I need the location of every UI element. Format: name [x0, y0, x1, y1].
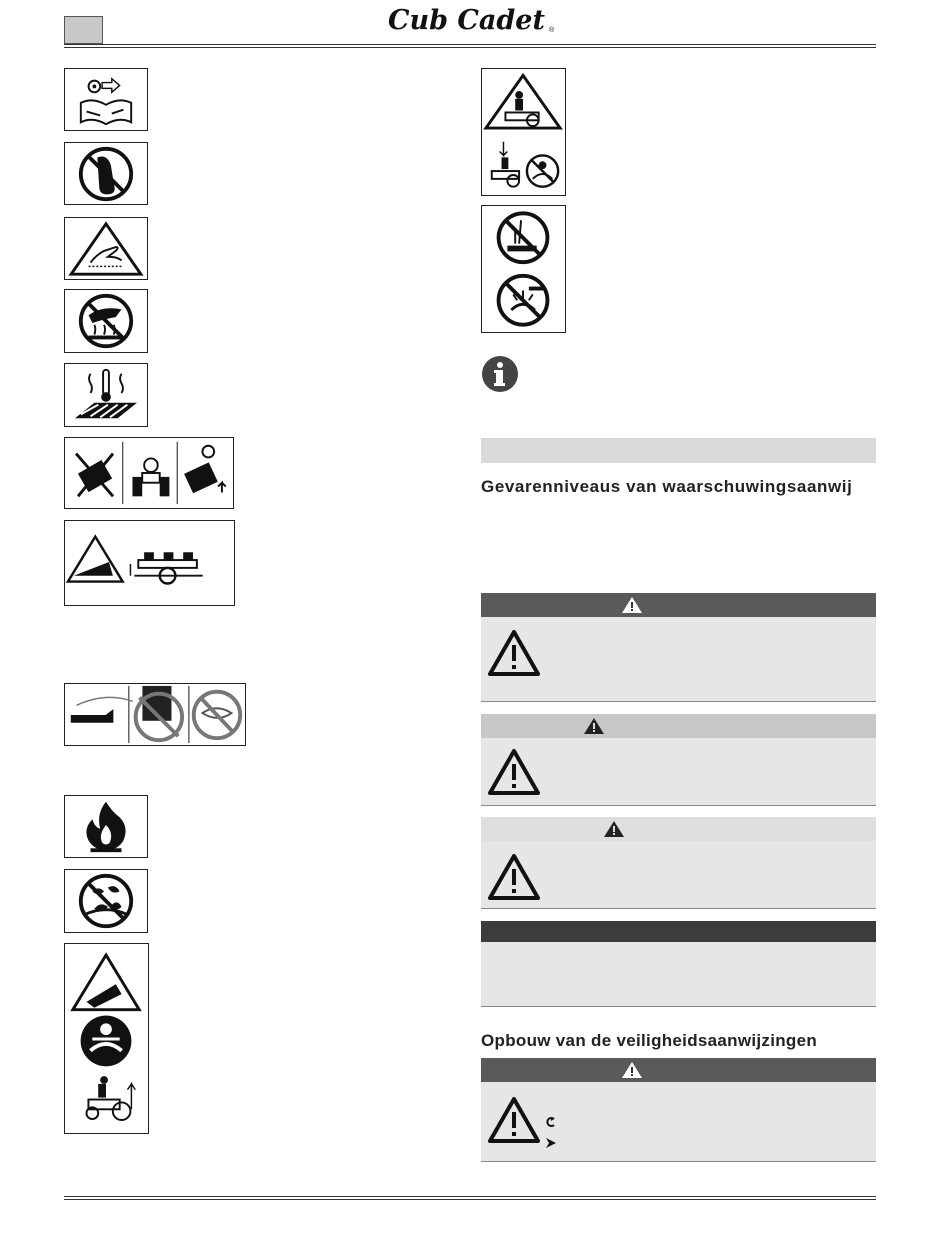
structure-body — [481, 1082, 876, 1162]
warning-small-icon — [603, 820, 625, 838]
warning-small-icon — [583, 717, 605, 735]
warning-triangle-icon — [487, 748, 541, 796]
svg-text:®: ® — [549, 27, 555, 34]
tractor-tipping-icon — [64, 437, 234, 509]
danger-body — [481, 617, 876, 702]
action-arrow-icon — [545, 1137, 557, 1149]
no-foot-icon — [64, 142, 148, 205]
structure-heading: Opbouw van de veiligheidsaanwijzingen — [481, 1031, 818, 1050]
note-header — [481, 921, 876, 942]
warning-body — [481, 738, 876, 806]
svg-text:Cub Cadet: Cub Cadet — [388, 5, 545, 36]
note-box — [481, 921, 876, 1007]
danger-box — [481, 593, 876, 702]
warning-small-icon — [621, 596, 643, 614]
warning-small-icon — [621, 1061, 643, 1079]
info-icon — [481, 355, 519, 393]
hazard-levels-heading: Gevarenniveaus van waarschuwingsaanwij — [481, 477, 853, 496]
hot-surface-icon — [64, 363, 148, 427]
warning-box — [481, 714, 876, 806]
caution-box — [481, 817, 876, 909]
fire-icon — [64, 795, 148, 858]
manual-key-icon — [64, 68, 148, 131]
warning-triangle-icon — [487, 1096, 541, 1144]
no-feet-under-deck-icon — [64, 683, 246, 746]
caution-body — [481, 841, 876, 909]
page-number-box — [64, 16, 103, 44]
danger-header — [481, 593, 876, 617]
structure-example-box — [481, 1058, 876, 1162]
section-bar — [481, 438, 876, 463]
no-fuel-spill-no-spark-icon — [481, 205, 566, 333]
no-debris-icon — [64, 869, 148, 933]
warning-triangle-icon — [487, 853, 541, 901]
no-hand-hot-surface-icon — [64, 289, 148, 353]
bottom-rule — [64, 1196, 876, 1200]
caution-header — [481, 817, 876, 841]
note-body — [481, 942, 876, 1007]
operator-warning-icon — [481, 68, 566, 196]
structure-header — [481, 1058, 876, 1082]
consequence-icon — [545, 1116, 557, 1128]
warning-triangle-icon — [487, 629, 541, 677]
brand-logo — [386, 4, 558, 36]
warning-header — [481, 714, 876, 738]
slope-weights-icon — [64, 520, 235, 606]
hot-fluid-warning-icon — [64, 217, 148, 280]
rollover-seatbelt-icon — [64, 943, 149, 1134]
top-rule — [64, 44, 876, 48]
